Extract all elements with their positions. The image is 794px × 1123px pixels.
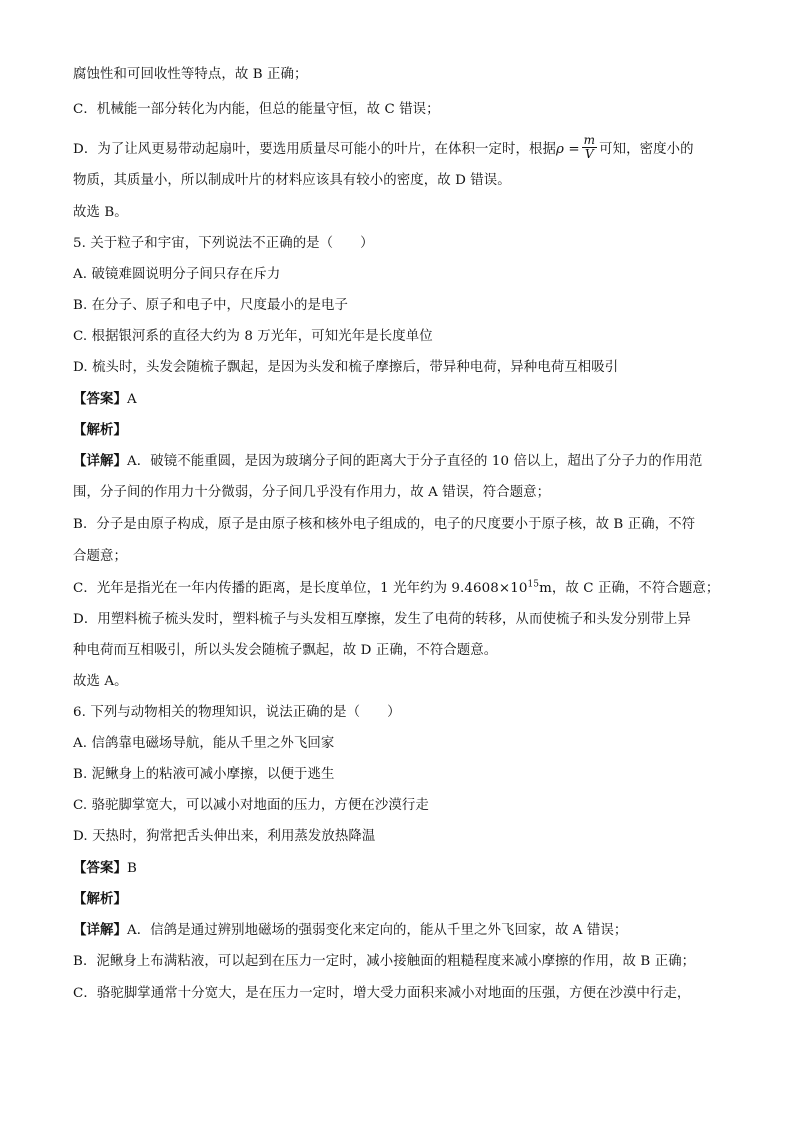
q5-answer bbox=[73, 390, 137, 409]
q6-option-c: C. 骆驼脚掌宽大，可以减小对地面的压力，方便在沙漠行走 bbox=[73, 798, 429, 813]
q5-detail-line-4: 合题意； bbox=[73, 549, 127, 564]
density-formula-fraction bbox=[582, 134, 597, 161]
q6-option-d: D. 天热时，狗常把舌头伸出来，利用蒸发放热降温 bbox=[73, 829, 376, 844]
q5-detail-c-pre: C．光年是指光在一年内传播的距离，是长度单位，1 光年约为 9.4608×10 bbox=[73, 581, 528, 596]
q5-detail-tag: 【详解】 bbox=[73, 453, 127, 469]
prev-answer-line-d1 bbox=[73, 133, 694, 163]
formula-numerator: m bbox=[583, 133, 596, 147]
q5-option-d: D. 梳头时，头发会随梳子飘起，是因为头发和梳子摩擦后，带异种电荷，异种电荷互相吸引 bbox=[73, 360, 619, 375]
q6-detail-line-2: B．泥鳅身上布满粘液，可以起到在压力一定时，减小接触面的粗糙程度来减小摩擦的作用，故 B 正确； bbox=[73, 954, 696, 969]
q6-detail-line-1-text: A．信鸽是通过辨别地磁场的强弱变化来定向的，能从千里之外飞回家，故 A 错误； bbox=[126, 923, 628, 938]
q6-detail-tag: 【详解】 bbox=[73, 922, 127, 938]
prev-answer-line-d1-post: 可知，密度小的 bbox=[599, 142, 694, 157]
q6-answer-tag: 【答案】 bbox=[73, 860, 127, 876]
q5-detail-line-d1: D．用塑料梳子梳头发时，塑料梳子与头发相互摩擦，发生了电荷的转移，从而使梳子和头发分别带上异 bbox=[73, 612, 691, 627]
q5-answer-tag: 【答案】 bbox=[73, 391, 127, 407]
q6-answer bbox=[73, 859, 137, 878]
q5-detail-line-3: B．分子是由原子构成，原子是由原子核和核外电子组成的，电子的尺度要小于原子核，故 B 正确，不符 bbox=[73, 517, 696, 532]
prev-answer-line-d2: 物质，其质量小，所以制成叶片的材料应该具有较小的密度，故 D 错误。 bbox=[73, 173, 511, 188]
q6-option-a: A. 信鸽靠电磁场导航，能从千里之外飞回家 bbox=[73, 736, 335, 751]
q5-answer-value: A bbox=[126, 392, 137, 407]
prev-answer-line-d1-pre: D．为了让风更易带动起扇叶，要选用质量尽可能小的叶片，在体积一定时，根据 bbox=[73, 142, 557, 157]
formula-denominator: V bbox=[585, 147, 594, 161]
prev-answer-line-b: 腐蚀性和可回收性等特点，故 B 正确； bbox=[73, 67, 308, 82]
q5-detail-c-post: m，故 C 正确，不符合题意； bbox=[539, 581, 720, 596]
q6-detail-line-3: C．骆驼脚掌通常十分宽大，是在压力一定时，增大受力面积来减小对地面的压强，方便在沙漠中行走， bbox=[73, 986, 691, 1001]
q6-stem: 6. 下列与动物相关的物理知识，说法正确的是（ ） bbox=[73, 705, 401, 720]
q5-option-b: B. 在分子、原子和电子中，尺度最小的是电子 bbox=[73, 298, 348, 313]
q5-conclusion: 故选 A。 bbox=[73, 674, 128, 689]
q6-option-b: B. 泥鳅身上的粘液可减小摩擦，以便于逃生 bbox=[73, 767, 335, 782]
q5-detail-line-c bbox=[73, 580, 719, 598]
q5-detail-c-exponent: 15 bbox=[527, 579, 540, 590]
q5-detail-line-2: 围，分子间的作用力十分微弱，分子间几乎没有作用力，故 A 错误，符合题意； bbox=[73, 485, 551, 500]
q6-detail-line-1 bbox=[73, 921, 627, 940]
q5-option-c: C. 根据银河系的直径大约为 8 万光年，可知光年是长度单位 bbox=[73, 329, 433, 344]
q6-answer-value: B bbox=[126, 861, 137, 876]
prev-conclusion: 故选 B。 bbox=[73, 205, 128, 220]
q5-analysis-tag: 【解析】 bbox=[73, 422, 127, 438]
density-formula-lhs: ρ = bbox=[556, 142, 580, 157]
q6-analysis-tag: 【解析】 bbox=[73, 891, 127, 907]
q5-detail-line-1 bbox=[73, 452, 702, 471]
q5-stem: 5. 关于粒子和宇宙，下列说法不正确的是（ ） bbox=[73, 236, 374, 251]
q5-detail-line-1-text: A．破镜不能重圆，是因为玻璃分子间的距离大于分子直径的 10 倍以上，超出了分子力的作用范 bbox=[126, 454, 703, 469]
q5-detail-line-d2: 种电荷而互相吸引，所以头发会随梳子飘起，故 D 正确，不符合题意。 bbox=[73, 643, 498, 658]
prev-answer-line-c: C．机械能一部分转化为内能，但总的能量守恒，故 C 错误； bbox=[73, 102, 440, 117]
q5-option-a: A. 破镜难圆说明分子间只存在斥力 bbox=[73, 267, 281, 282]
